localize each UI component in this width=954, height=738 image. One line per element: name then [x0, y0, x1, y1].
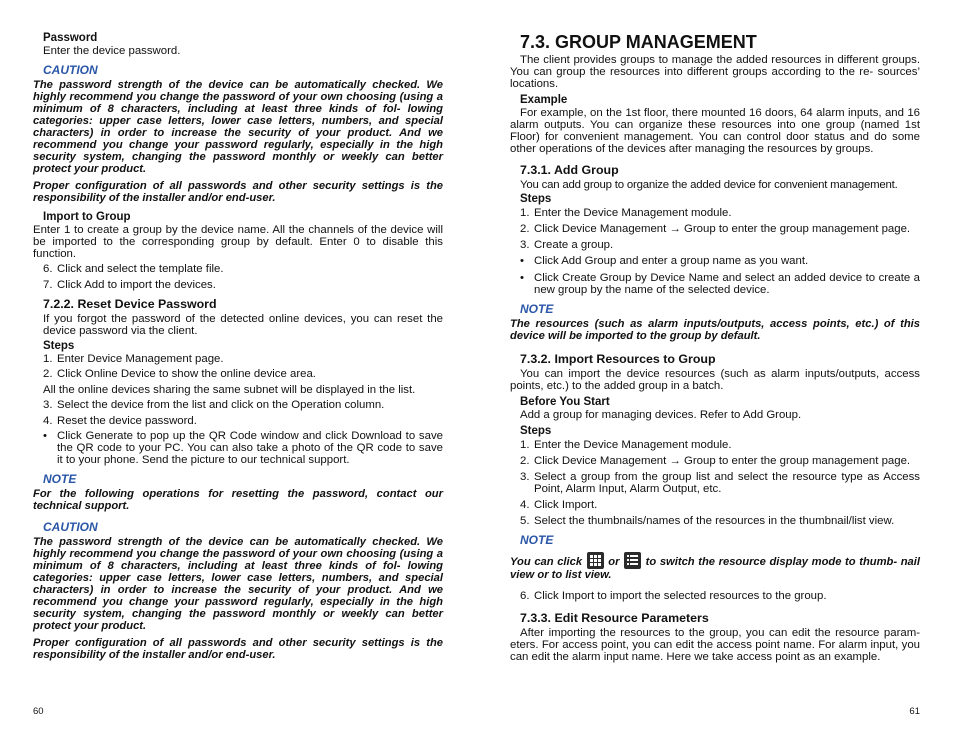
list-item: 5. Select the thumbnails/names of the resources in the thumbnail/list view.: [520, 515, 895, 527]
page-number-right: 61: [909, 706, 920, 717]
example-text: For example, on the 1st floor, there mounted 16 doors, 64 alarm inputs, and 16 alarm outputs. You can organize these resources into one group (named 1st Floor) for convenient management. You can control door status and do some other operations of the devices after managing the resources by groups.: [510, 107, 920, 155]
list-item: 3. Select the device from the list and click on the Operation column.: [43, 399, 385, 411]
import-to-group-heading: Import to Group: [43, 211, 131, 223]
steps-list-a: [33, 263, 443, 291]
caution-label: CAUTION: [43, 63, 98, 77]
left-column: [33, 31, 443, 661]
steps-list-b: [33, 353, 443, 380]
caution-text: The password strength of the device can be automatically checked. We highly recommend you change the password of your own choosing (using a minimum of 8 characters, including at least three kinds of fol- lowing categories: upper case letters, lower case letters, numbers, and special characters) in order to increase the security of your product. And we recommend you change your password regularly, especially in the high security system, changing the password monthly or weekly can better protect your product.: [33, 79, 443, 175]
list-item: 3. Create a group.: [520, 239, 614, 251]
caution-label-2: CAUTION: [43, 520, 98, 534]
note-label-2: NOTE: [520, 533, 554, 547]
list-item: 1. Enter the Device Management module.: [520, 439, 732, 451]
steps-label-1: Steps: [520, 193, 552, 205]
list-item: 3. Select a group from the group list and select the resource type as Access Point, Alarm Input, Alarm Output, etc.: [520, 471, 920, 495]
caution-text-2: Proper configuration of all passwords and other security settings is the responsibility of the installer and/or end-user.: [33, 180, 443, 204]
steps-list-1: [510, 207, 920, 296]
import-to-group-text: Enter 1 to create a group by the device name. All the channels of the device will be imported to the corresponding group by default. Enter 0 to disable this function.: [33, 224, 443, 260]
password-text: Enter the device password.: [43, 45, 181, 57]
edit-resource-text: After importing the resources to the group, you can edit the resource param- eters. For access point, you can edit the access point name. For alarm input, you can edit the alarm input name. Here we take access point as an example.: [510, 627, 920, 663]
note-text-1: The resources (such as alarm inputs/outputs, access points, etc.) of this device will be imported to the group by default.: [510, 318, 920, 342]
list-item: • Click Add Group and enter a group name as you want.: [520, 255, 809, 267]
import-resources-text: You can import the device resources (such as alarm inputs/outputs, access points, etc.) to the added group in a batch.: [510, 368, 920, 392]
note-label: NOTE: [43, 472, 77, 486]
add-group-heading: 7.3.1. Add Group: [520, 163, 619, 177]
password-heading: Password: [43, 32, 98, 44]
note-text-2: You can click or to switch the resource display mode to thumb- nail view or to list view.: [510, 552, 920, 582]
list-item: • Click Generate to pop up the QR Code window and click Download to save the QR code to your PC. You can also take a photo of the QR code to save it to your phone. Send the picture to our technical support.: [43, 430, 443, 466]
before-you-start-text: Add a group for managing devices. Refer to Add Group.: [520, 409, 802, 421]
list-item: 6. Click Import to import the selected resources to the group.: [520, 590, 827, 602]
before-you-start-label: Before You Start: [520, 396, 610, 408]
caution-text-4: Proper configuration of all passwords and other security settings is the responsibility of the installer and/or end-user.: [33, 637, 443, 661]
list-item: 7. Click Add to import the devices.: [43, 279, 216, 291]
right-page: [510, 0, 920, 738]
list-item: 4. Click Import.: [520, 499, 598, 511]
list-item: 1. Enter the Device Management module.: [520, 207, 732, 219]
thumbnail-view-icon: [587, 552, 604, 569]
page-number-left: 60: [33, 706, 44, 717]
steps-list-2: [510, 439, 920, 527]
note-label-1: NOTE: [520, 302, 554, 316]
intro-text: The client provides groups to manage the added resources in different groups. You can group the resources into different groups according to the re- sources’ locations.: [510, 54, 920, 90]
steps-list-3: [510, 590, 920, 602]
steps-list-c: [33, 399, 443, 466]
list-item: 6. Click and select the template file.: [43, 263, 224, 275]
list-item: 1. Enter Device Management page.: [43, 353, 224, 365]
caution-text-3: The password strength of the device can be automatically checked. We highly recommend you change the password of your own choosing (using a minimum of 8 characters, including at least three kinds of fol- lowing categories: upper case letters, lower case letters, numbers, and special characters) in order to increase the security of your product. And we recommend you change your password regularly, especially in the high security system, changing the password monthly or weekly can better protect your product.: [33, 536, 443, 632]
list-item: 2. Click Device Management → Group to enter the group management page.: [520, 223, 911, 235]
steps-label: Steps: [43, 340, 75, 352]
list-item: • Click Create Group by Device Name and select an added device to create a new group by the name of the selected device.: [520, 272, 920, 296]
note-text: For the following operations for resetting the password, contact our technical support.: [33, 488, 443, 512]
list-item: 4. Reset the device password.: [43, 415, 197, 427]
reset-password-text: If you forgot the password of the detected online devices, you can reset the device password via the client.: [43, 313, 443, 337]
add-group-text: You can add group to organize the added device for convenient management.: [520, 179, 898, 191]
reset-password-heading: 7.2.2. Reset Device Password: [43, 297, 217, 311]
example-label: Example: [520, 94, 568, 106]
right-column: [510, 31, 920, 663]
import-resources-heading: 7.3.2. Import Resources to Group: [520, 352, 716, 366]
list-item: 2. Click Online Device to show the online device area.: [43, 368, 316, 380]
list-item: 2. Click Device Management → Group to enter the group management page.: [520, 455, 911, 467]
left-page: [33, 0, 443, 738]
steps-label-2: Steps: [520, 425, 552, 437]
list-view-icon: [624, 552, 641, 569]
edit-resource-heading: 7.3.3. Edit Resource Parameters: [520, 611, 709, 625]
online-devices-text: All the online devices sharing the same subnet will be displayed in the list.: [43, 384, 416, 396]
page-title: 7.3. GROUP MANAGEMENT: [520, 32, 757, 52]
